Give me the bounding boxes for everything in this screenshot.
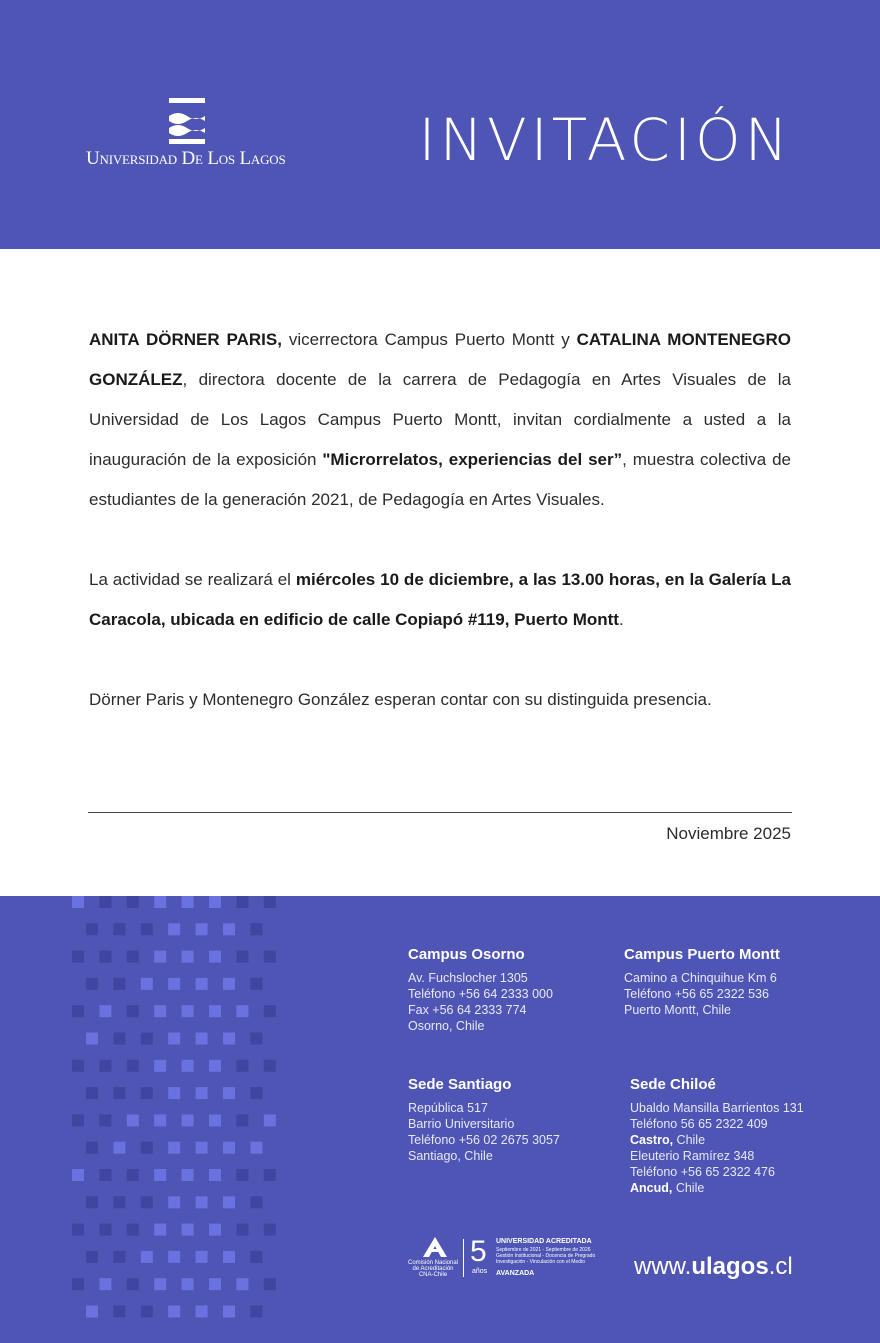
- intro-text-1: vicerrectora Campus Puerto Montt y: [281, 330, 577, 349]
- paragraph-intro: [89, 320, 791, 520]
- pattern-square: [168, 1033, 180, 1045]
- pattern-square: [168, 978, 180, 990]
- document-date: Noviembre 2025: [666, 824, 791, 843]
- divider-line: [88, 812, 792, 813]
- pattern-square: [223, 1251, 235, 1263]
- pattern-square: [223, 923, 235, 935]
- pattern-square: [113, 978, 125, 990]
- pattern-square: [236, 951, 248, 963]
- pattern-square: [72, 1169, 84, 1181]
- pattern-square: [209, 951, 221, 963]
- pattern-square: [223, 1142, 235, 1154]
- pattern-square: [264, 1005, 276, 1017]
- pattern-square: [182, 1224, 194, 1236]
- pattern-square: [236, 1005, 248, 1017]
- sede-chiloe-ancud: [630, 1180, 804, 1196]
- pattern-square: [99, 1224, 111, 1236]
- pattern-square: [86, 1087, 98, 1099]
- campus-osorno-title: Campus Osorno: [408, 946, 525, 963]
- pattern-square: [196, 1306, 208, 1318]
- pattern-square: [154, 1278, 166, 1290]
- pattern-square: [196, 1251, 208, 1263]
- campus-osorno-phone: Teléfono +56 64 2333 000: [408, 987, 553, 1001]
- square-pattern-decoration: [72, 896, 282, 1343]
- page-title: INVITACIÓN: [418, 106, 792, 174]
- pattern-square: [168, 1196, 180, 1208]
- exhibition-title: "Microrrelatos, experiencias del ser”: [322, 450, 623, 469]
- pattern-square: [154, 1169, 166, 1181]
- campus-osorno-city: Osorno, Chile: [408, 1019, 485, 1033]
- sede-santiago-city: Santiago, Chile: [408, 1149, 493, 1163]
- pattern-square: [113, 1306, 125, 1318]
- pattern-square: [223, 1087, 235, 1099]
- pattern-square: [127, 1278, 139, 1290]
- pattern-square: [113, 1087, 125, 1099]
- sede-chiloe-phone-2: Teléfono +56 65 2322 476: [630, 1165, 775, 1179]
- pattern-square: [86, 1251, 98, 1263]
- pattern-square: [250, 1087, 262, 1099]
- pattern-square: [86, 1033, 98, 1045]
- pattern-square: [209, 1114, 221, 1126]
- campus-puerto-montt-city: Puerto Montt, Chile: [624, 1003, 731, 1017]
- pattern-square: [223, 1033, 235, 1045]
- paragraph-closing: Dörner Paris y Montenegro González esperan contar con su distinguida presencia.: [89, 690, 712, 709]
- pattern-square: [182, 1169, 194, 1181]
- campus-puerto-montt-title: Campus Puerto Montt: [624, 946, 780, 963]
- pattern-square: [250, 978, 262, 990]
- pattern-square: [127, 951, 139, 963]
- pattern-square: [264, 1114, 276, 1126]
- pattern-square: [209, 896, 221, 908]
- pattern-square: [168, 1306, 180, 1318]
- pattern-square: [154, 1060, 166, 1072]
- pattern-square: [154, 951, 166, 963]
- castro-city: Castro,: [630, 1133, 674, 1147]
- accreditation-agency: Comisión Nacional de Acreditación CNA-Chile: [407, 1260, 459, 1278]
- pattern-square: [250, 1306, 262, 1318]
- pattern-square: [86, 923, 98, 935]
- header-banner: [0, 0, 880, 249]
- pattern-square: [127, 896, 139, 908]
- pattern-square: [86, 1306, 98, 1318]
- pattern-square: [168, 1251, 180, 1263]
- sede-chiloe: [630, 1074, 804, 1196]
- pattern-square: [72, 1060, 84, 1072]
- pattern-square: [250, 923, 262, 935]
- pattern-square: [236, 1169, 248, 1181]
- pattern-square: [72, 896, 84, 908]
- pattern-square: [154, 896, 166, 908]
- accreditation-years-label: años: [472, 1268, 488, 1275]
- pattern-square: [113, 1196, 125, 1208]
- campus-puerto-montt: [624, 944, 780, 1018]
- pattern-square: [209, 1169, 221, 1181]
- pattern-square: [168, 1087, 180, 1099]
- university-logo: [86, 96, 296, 180]
- pattern-square: [236, 896, 248, 908]
- sede-santiago-address: República 517: [408, 1101, 488, 1115]
- accreditation-separator: [463, 1239, 464, 1277]
- pattern-square: [141, 1087, 153, 1099]
- pattern-square: [236, 1224, 248, 1236]
- invitation-body: [89, 320, 791, 720]
- pattern-square: [223, 1196, 235, 1208]
- host-name-1: ANITA DÖRNER PARIS,: [89, 330, 282, 349]
- event-details: miércoles 10 de diciembre, a las 13.00 horas, en la Galería La Caracola, ubicada en edificio de calle Copiapó #119, Puerto Montt: [89, 570, 791, 629]
- intro-text-3: , muestra colectiva de estudiantes de la generación 2021, de Pedagogía en Artes Visuales.: [89, 450, 791, 509]
- pattern-square: [127, 1169, 139, 1181]
- pattern-square: [250, 1142, 262, 1154]
- sede-chiloe-castro: [630, 1132, 804, 1148]
- paragraph-details: [89, 560, 791, 640]
- pattern-square: [196, 1033, 208, 1045]
- pattern-square: [196, 1142, 208, 1154]
- website-suffix: .cl: [768, 1253, 793, 1280]
- accreditation-years: 5: [470, 1235, 487, 1268]
- host-name-2: CATALINA MONTENEGRO GONZÁLEZ: [89, 330, 792, 389]
- pattern-square: [99, 1278, 111, 1290]
- ancud-city: Ancud,: [630, 1181, 673, 1195]
- pattern-square: [182, 1114, 194, 1126]
- pattern-square: [196, 1196, 208, 1208]
- campus-osorno: [408, 944, 553, 1034]
- campus-puerto-montt-address: Camino a Chinquihue Km 6: [624, 971, 777, 985]
- sede-santiago: [408, 1074, 560, 1164]
- accreditation-period: Septiembre de 2021 - Septiembre de 2026: [496, 1247, 591, 1253]
- sede-chiloe-title: Sede Chiloé: [630, 1076, 716, 1093]
- accreditation-details: [496, 1247, 606, 1265]
- sede-chiloe-phone-1: Teléfono 56 65 2322 409: [630, 1117, 768, 1131]
- pattern-square: [209, 1278, 221, 1290]
- accreditation-level: AVANZADA: [496, 1270, 535, 1277]
- pattern-square: [182, 1060, 194, 1072]
- pattern-square: [113, 923, 125, 935]
- pattern-square: [182, 951, 194, 963]
- accreditation-heading: UNIVERSIDAD ACREDITADA: [496, 1238, 592, 1245]
- pattern-square: [86, 1142, 98, 1154]
- pattern-square: [86, 1196, 98, 1208]
- cna-logo-icon: [422, 1236, 448, 1258]
- pattern-square: [182, 1005, 194, 1017]
- pattern-square: [250, 1033, 262, 1045]
- pattern-square: [196, 1087, 208, 1099]
- university-name: Universidad De Los Lagos: [86, 148, 286, 169]
- pattern-square: [72, 1005, 84, 1017]
- pattern-square: [72, 1224, 84, 1236]
- pattern-square: [250, 1196, 262, 1208]
- pattern-square: [141, 1196, 153, 1208]
- campus-osorno-fax: Fax +56 64 2333 774: [408, 1003, 527, 1017]
- pattern-square: [99, 1005, 111, 1017]
- pattern-square: [264, 1169, 276, 1181]
- pattern-square: [141, 1251, 153, 1263]
- ancud-country: Chile: [672, 1181, 705, 1195]
- pattern-square: [154, 1005, 166, 1017]
- pattern-square: [99, 1114, 111, 1126]
- pattern-square: [127, 1114, 139, 1126]
- pattern-square: [141, 923, 153, 935]
- pattern-square: [99, 896, 111, 908]
- sede-santiago-phone: Teléfono +56 02 2675 3057: [408, 1133, 560, 1147]
- pattern-square: [264, 1224, 276, 1236]
- pattern-square: [236, 1114, 248, 1126]
- campus-puerto-montt-phone: Teléfono +56 65 2322 536: [624, 987, 769, 1001]
- pattern-square: [168, 923, 180, 935]
- sede-santiago-title: Sede Santiago: [408, 1076, 512, 1093]
- accreditation-badge: [406, 1236, 606, 1280]
- pattern-square: [141, 1306, 153, 1318]
- pattern-square: [264, 1278, 276, 1290]
- pattern-square: [264, 896, 276, 908]
- pattern-square: [168, 1142, 180, 1154]
- sede-chiloe-address-2: Eleuterio Ramírez 348: [630, 1149, 755, 1163]
- waves-logo-icon: [167, 96, 207, 146]
- pattern-square: [182, 1278, 194, 1290]
- pattern-square: [182, 896, 194, 908]
- pattern-square: [209, 1060, 221, 1072]
- pattern-square: [264, 1060, 276, 1072]
- website-domain: ulagos: [691, 1253, 769, 1280]
- pattern-square: [99, 1060, 111, 1072]
- pattern-square: [127, 1005, 139, 1017]
- pattern-square: [141, 1033, 153, 1045]
- footer-banner: [0, 896, 880, 1343]
- pattern-square: [99, 1169, 111, 1181]
- details-text-1: La actividad se realizará el: [89, 570, 296, 589]
- intro-text-2: , directora docente de la carrera de Pedagogía en Artes Visuales de la Universidad de Los Lagos Campus Puerto Montt, invitan cordialmente a usted a la inauguración de la exposición: [89, 370, 791, 469]
- pattern-square: [113, 1033, 125, 1045]
- pattern-square: [223, 1306, 235, 1318]
- pattern-square: [141, 1142, 153, 1154]
- pattern-square: [154, 1114, 166, 1126]
- pattern-square: [196, 978, 208, 990]
- castro-country: Chile: [673, 1133, 706, 1147]
- accreditation-areas: Gestión Institucional - Docencia de Pregrado Investigación - Vinculación con el Medio: [496, 1253, 596, 1265]
- pattern-square: [86, 978, 98, 990]
- pattern-square: [127, 1060, 139, 1072]
- pattern-square: [113, 1251, 125, 1263]
- website-link[interactable]: [634, 1252, 793, 1282]
- pattern-square: [72, 1114, 84, 1126]
- sede-santiago-district: Barrio Universitario: [408, 1117, 515, 1131]
- pattern-square: [196, 923, 208, 935]
- pattern-square: [209, 1005, 221, 1017]
- pattern-square: [223, 978, 235, 990]
- pattern-square: [236, 1278, 248, 1290]
- pattern-square: [209, 1224, 221, 1236]
- pattern-square: [113, 1142, 125, 1154]
- website-prefix: www.: [634, 1253, 692, 1280]
- details-text-2: .: [618, 610, 624, 629]
- sede-chiloe-address-1: Ubaldo Mansilla Barrientos 131: [630, 1101, 804, 1115]
- pattern-square: [141, 978, 153, 990]
- pattern-square: [99, 951, 111, 963]
- pattern-square: [127, 1224, 139, 1236]
- pattern-square: [72, 951, 84, 963]
- pattern-square: [154, 1224, 166, 1236]
- pattern-square: [72, 1278, 84, 1290]
- pattern-square: [264, 951, 276, 963]
- campus-osorno-address: Av. Fuchslocher 1305: [408, 971, 528, 985]
- pattern-square: [250, 1251, 262, 1263]
- pattern-square: [236, 1060, 248, 1072]
